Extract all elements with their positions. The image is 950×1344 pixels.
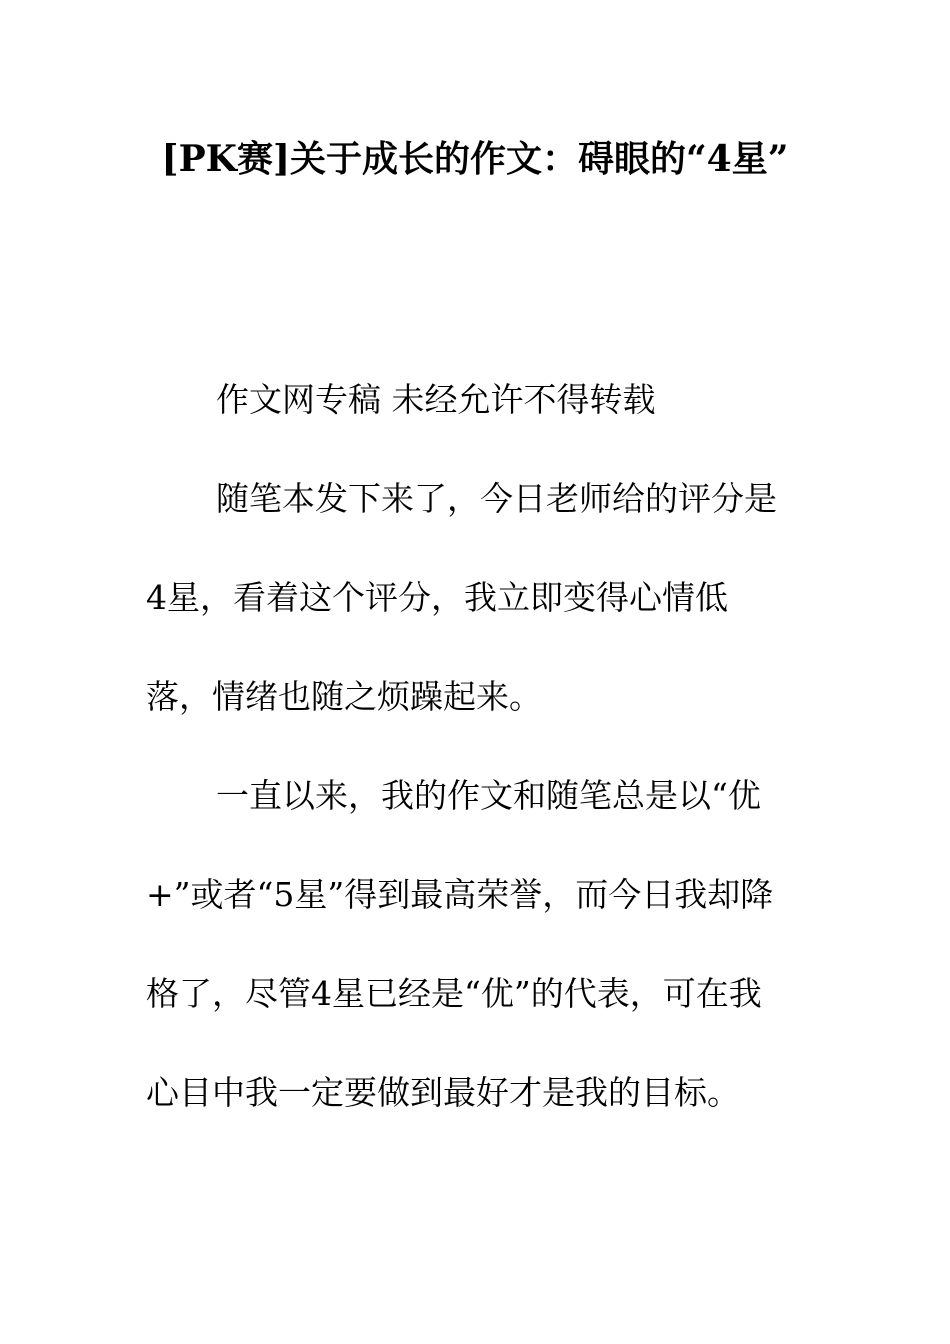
copyright-notice: 作文网专稿 未经允许不得转载 xyxy=(216,380,656,419)
paragraph-1: 随笔本发下来了，今日老师给的评分是4星，看着这个评分，我立即变得心情低落，情绪也随之烦躁起来。 xyxy=(146,479,777,716)
paragraph-2: 一直以来，我的作文和随笔总是以“优+”或者“5星”得到最高荣誉，而今日我却降格了，尽管4星已经是“优”的代表，可在我心目中我一定要做到最好才是我的目标。 xyxy=(146,776,774,1112)
document-title: [PK赛]关于成长的作文：碍眼的“4星” xyxy=(161,138,789,180)
